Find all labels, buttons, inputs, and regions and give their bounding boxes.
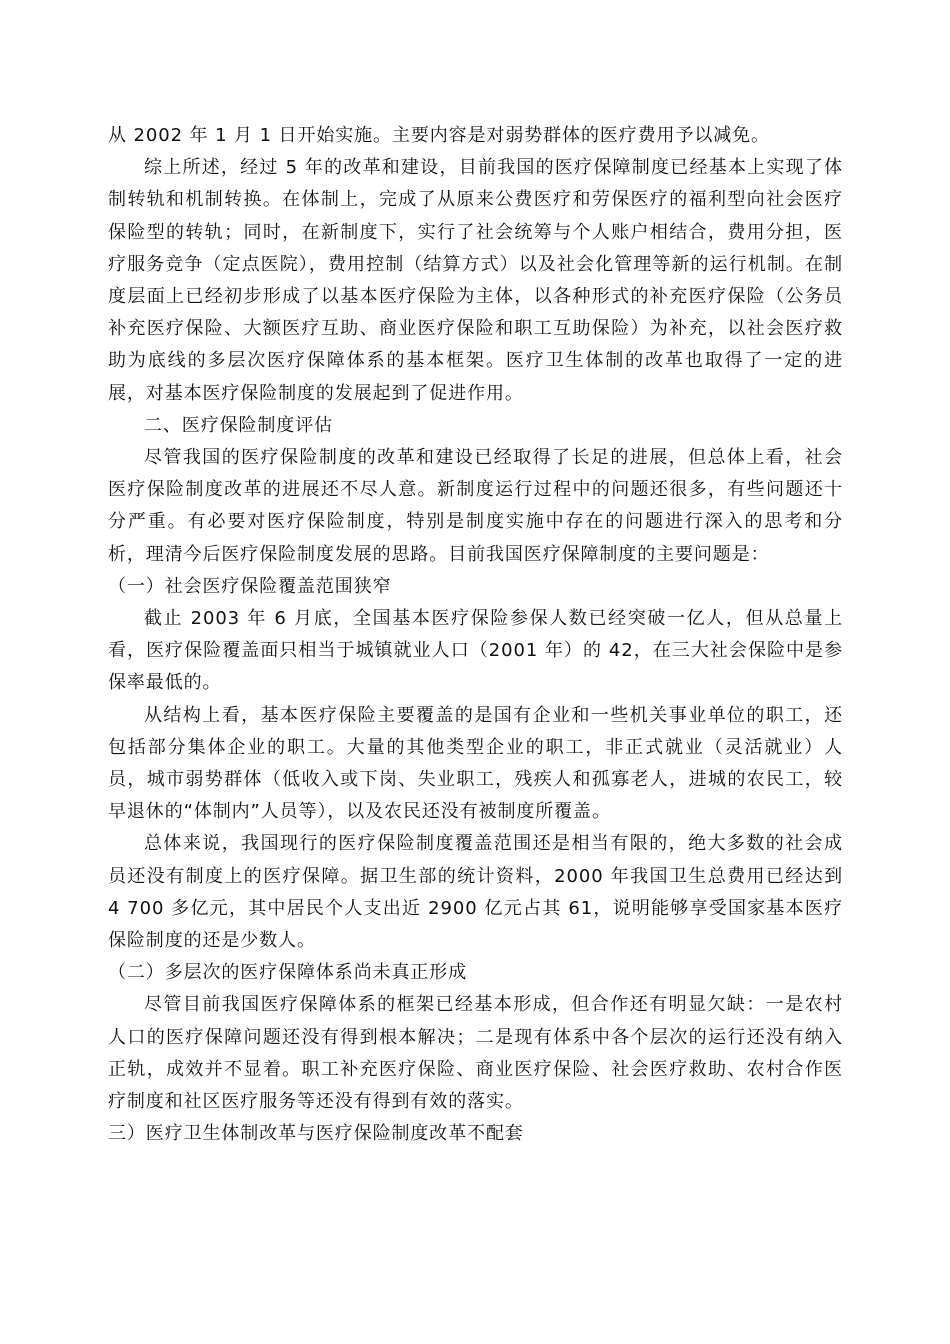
paragraph-evaluation-intro: 尽管我国的医疗保险制度的改革和建设已经取得了长足的进展，但总体上看，社会医疗保险制度改革的进展还不尽人意。新制度运行过程中的问题还很多，有些问题还十分严重。有必要对医疗保险制度，特别是制度实施中存在的问题进行深入的思考和分析，理清今后医疗保险制度发展的思路。目前我国医疗保障制度的主要问题是：: [108, 447, 843, 565]
paragraph-coverage-structure: 从结构上看，基本医疗保险主要覆盖的是国有企业和一些机关事业单位的职工，还包括部分集体企业的职工。大量的其他类型企业的职工，非正式就业（灵活就业）人员，城市弱势群体（低收入或下岗、失业职工，残疾人和孤寡老人，进城的农民工，较早退休的“体制内”人员等），以及农民还没有被制度所覆盖。: [108, 704, 843, 823]
subsection-heading-2: （二）多层次的医疗保障体系尚未真正形成: [108, 962, 468, 984]
subsection-heading-1: （一）社会医疗保险覆盖范围狭窄: [108, 575, 392, 597]
paragraph-multilevel-system: 尽管目前我国医疗保障体系的框架已经基本形成，但合作还有明显欠缺：一是农村人口的医疗保障问题还没有得到根本解决；二是现有体系中各个层次的运行还没有纳入正轨，成效并不显着。职工补充医疗保险、商业医疗保险、社会医疗救助、农村合作医疗制度和社区医疗服务等还没有得到有效的落实。: [108, 994, 843, 1113]
subsection-heading-3: 三）医疗卫生体制改革与医疗保险制度改革不配套: [108, 1123, 524, 1145]
paragraph-coverage-summary: 总体来说，我国现行的医疗保险制度覆盖范围还是相当有限的，绝大多数的社会成员还没有制度上的医疗保障。据卫生部的统计资料，2000 年我国卫生总费用已经达到 4 700 多亿元，其中居民个人支出近 2900 亿元占其 61，说明能够享受国家基本医疗保险制度的还是少数人。: [108, 833, 843, 952]
paragraph-summary: 综上所述，经过 5 年的改革和建设，目前我国的医疗保障制度已经基本上实现了体制转轨和机制转换。在体制上，完成了从原来公费医疗和劳保医疗的福利型向社会医疗保险型的转轨；同时，在新制度下，实行了社会统筹与个人账户相结合，费用分担，医疗服务竞争（定点医院），费用控制（结算方式）以及社会化管理等新的运行机制。在制度层面上已经初步形成了以基本医疗保险为主体，以各种形式的补充医疗保险（公务员补充医疗保险、大额医疗互助、商业医疗保险和职工互助保险）为补充，以社会医疗救助为底线的多层次医疗保障体系的基本框架。医疗卫生体制的改革也取得了一定的进展，对基本医疗保险制度的发展起到了促进作用。: [108, 157, 843, 404]
section-heading: 二、医疗保险制度评估: [144, 414, 333, 436]
paragraph-coverage-stats: 截止 2003 年 6 月底，全国基本医疗保险参保人数已经突破一亿人，但从总量上看，医疗保险覆盖面只相当于城镇就业人口（2001 年）的 42，在三大社会保险中是参保率最低的。: [108, 608, 843, 694]
document-body: [108, 120, 843, 1151]
paragraph-continuation: 从 2002 年 1 月 1 日开始实施。主要内容是对弱势群体的医疗费用予以减免。: [108, 125, 770, 146]
